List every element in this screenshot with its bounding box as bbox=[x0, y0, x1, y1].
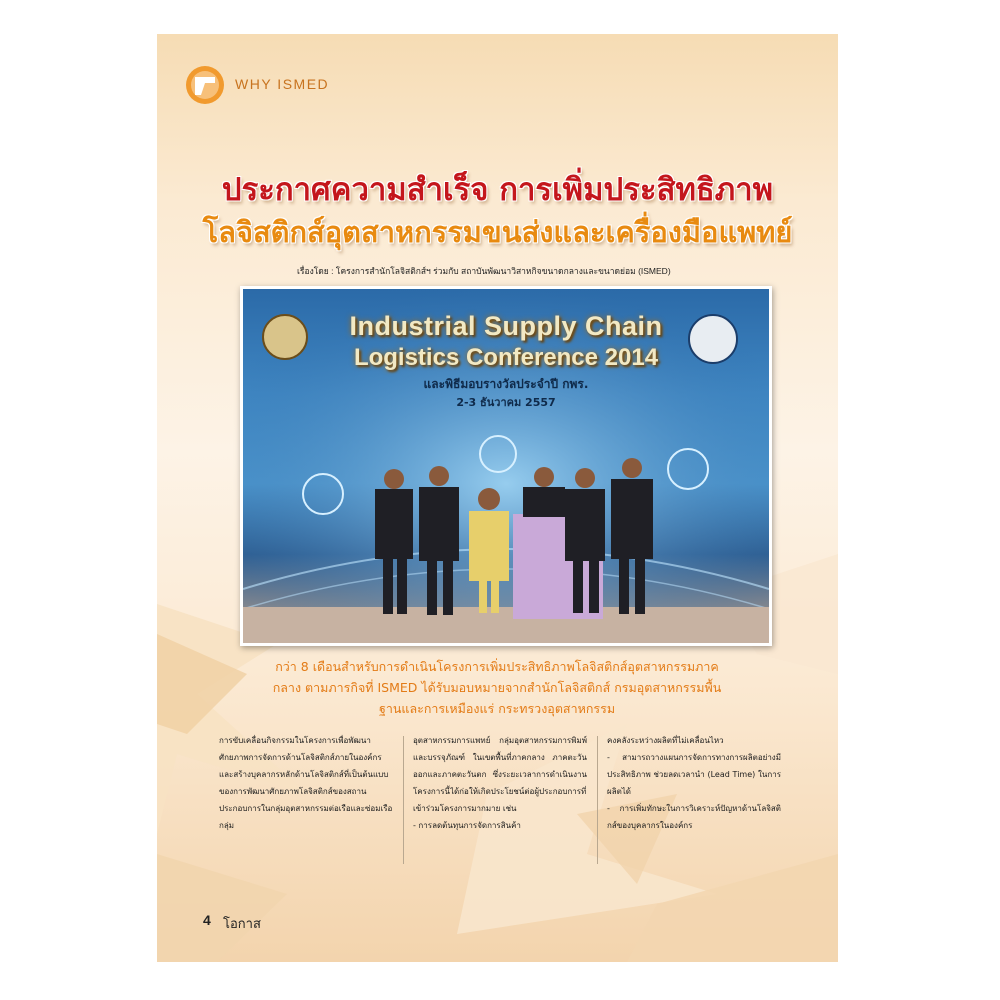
banner-title-1: Industrial Supply Chain bbox=[349, 311, 663, 341]
banner-title-2: Logistics Conference 2014 bbox=[353, 344, 659, 371]
section-logo-icon bbox=[185, 65, 225, 105]
body-column-2 bbox=[413, 732, 587, 834]
highlight-line-2: กลาง ตามภารกิจที่ ISMED ได้รับมอบหมายจากสำนักโลจิสติกส์ กรมอุตสาหกรรมพื้น bbox=[272, 680, 722, 695]
body-column-1-text: การขับเคลื่อนกิจกรรมในโครงการเพื่อพัฒนาศักยภาพการจัดการด้านโลจิสติกส์ภายในองค์กร และสร้างบุคลากรหลักด้านโลจิสติกส์ที่เป็นต้นแบบของการพัฒนาศักยภาพโลจิสติกส์ของสถานประกอบการในกลุ่มอุตสาหกรรมต่อเรือและซ่อมเรือ กลุ่ม bbox=[219, 736, 393, 830]
body-column-1 bbox=[219, 732, 393, 834]
section-label: WHY ISMED bbox=[235, 76, 330, 92]
column-divider bbox=[597, 736, 598, 864]
headline-line-2: โลจิสติกส์อุตสาหกรรมขนส่งและเครื่องมือแพทย์ bbox=[202, 215, 793, 249]
column-divider bbox=[403, 736, 404, 864]
banner-subtitle-1: และพิธีมอบรางวัลประจำปี กพร. bbox=[423, 377, 589, 391]
magazine-page bbox=[157, 34, 838, 962]
body-column-3 bbox=[607, 732, 781, 834]
highlight-line-1: กว่า 8 เดือนสำหรับการดำเนินโครงการเพิ่มประสิทธิภาพโลจิสติกส์อุตสาหกรรมภาค bbox=[275, 659, 719, 674]
photo-scene bbox=[243, 289, 769, 643]
page-number: 4 bbox=[203, 912, 211, 928]
highlight-line-3: ฐานและการเหมืองแร่ กระทรวงอุตสาหกรรม bbox=[378, 701, 616, 716]
body-column-2-text: อุตสาหกรรมการแพทย์ กลุ่มอุตสาหกรรมการพิมพ์และบรรจุภัณฑ์ ในเขตพื้นที่ภาคกลาง ภาคตะวันออกและภาคตะวันตก ซึ่งระยะเวลาการดำเนินงานโครงการนี้ได้ก่อให้เกิดประโยชน์ต่อผู้ประกอบการที่เข้าร่วมโครงการมากมาย เช่น - การลดต้นทุนการจัดการสินค้า bbox=[413, 736, 587, 830]
conference-photo bbox=[240, 286, 772, 646]
body-column-3-text: คงคลังระหว่างผลิตที่ไม่เคลื่อนไหว - สามารถวางแผนการจัดการทางการผลิตอย่างมีประสิทธิภาพ ช่วยลดเวลานำ (Lead Time) ในการผลิตได้ - การเพิ่มทักษะในการวิเคราะห์ปัญหาด้านโลจิสติกส์ของบุคลากรในองค์กร bbox=[607, 736, 781, 830]
byline: เรื่องโดย : โครงการสำนักโลจิสติกส์ฯ ร่วมกับ สถาบันพัฒนาวิสาหกิจขนาดกลางและขนาดย่อม (ISMED) bbox=[297, 266, 671, 276]
magazine-name: โอกาส bbox=[223, 916, 261, 931]
highlight-paragraph bbox=[217, 656, 777, 719]
headline-line-1: ประกาศความสำเร็จ การเพิ่มประสิทธิภาพ bbox=[221, 172, 774, 208]
banner-subtitle-2: 2-3 ธันวาคม 2557 bbox=[456, 396, 556, 409]
